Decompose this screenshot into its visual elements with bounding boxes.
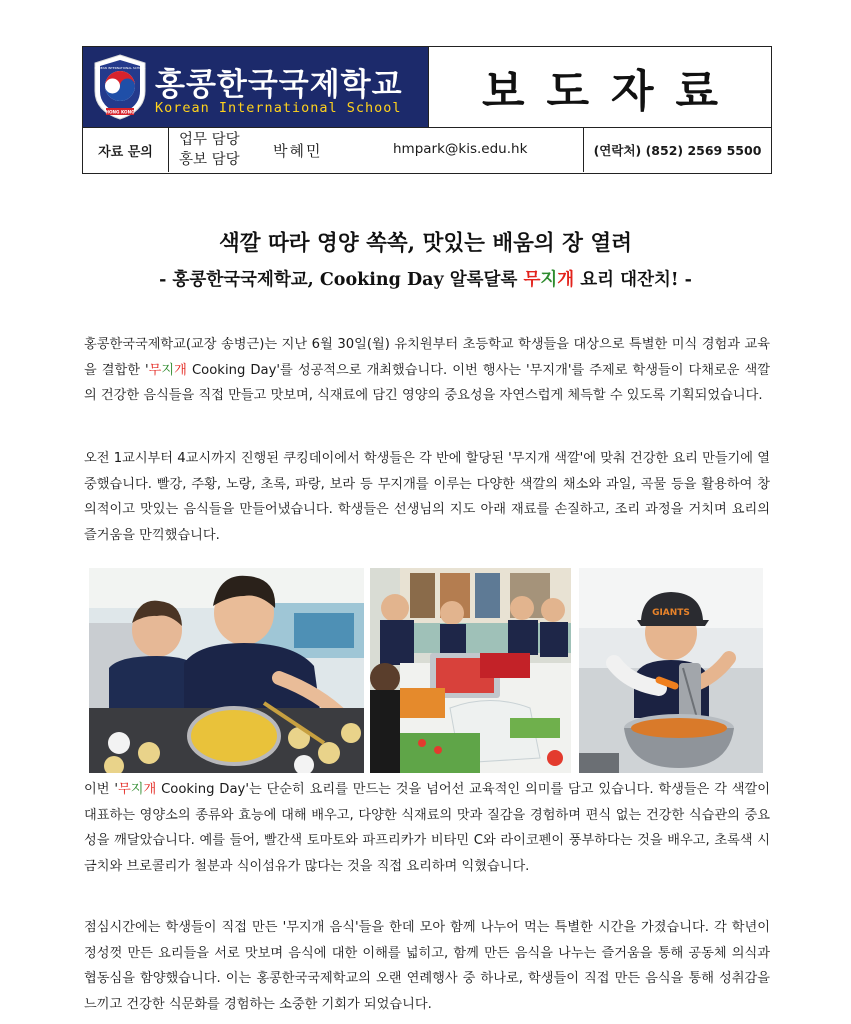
school-logo-banner: [83, 47, 429, 127]
emblem-top-text: KOREAN INTERNATIONAL SCHOOL: [94, 66, 146, 70]
paragraph-intro: [84, 332, 770, 409]
photo-boy-grating: [579, 568, 763, 773]
subheadline-rainbow-2: 지: [540, 270, 558, 290]
subheadline-rainbow-3: 개: [557, 270, 575, 290]
contact-email[interactable]: hmpark@kis.edu.hk: [393, 141, 528, 157]
cap-text: GIANTS: [652, 608, 690, 618]
contact-row: [83, 127, 771, 172]
contact-phone: (연락처) (852) 2569 5500: [583, 128, 771, 172]
p1-text-a: 홍콩한국국제학교(교장 송병근)는 지난 6월 30일(월) 유치원부터 초등학교 학생들을 대상으로 특별한 미식 경험과 교육을 결합한 ': [84, 337, 770, 378]
p3-rainbow-2: 지: [130, 782, 144, 797]
paragraph-activities: 오전 1교시부터 4교시까지 진행된 쿠킹데이에서 학생들은 각 반에 할당된 '무지개 색깔'에 맞춰 건강한 요리 만들기에 열중했습니다. 빨강, 주황, 노랑, 초록, 파랑, 보라 등 무지개를 이루는 다양한 색깔의 채소와 과일, 곡물 등을 활용하여 창의적이고 맛있는 음식들을 만들어냈습니다. 학생들은 선생님의 지도 아래 재료를 손질하고, 조리 과정을 거치며 요리의 즐거움을 만끽했습니다.: [84, 451, 770, 543]
paragraph-lunch: 점심시간에는 학생들이 직접 만든 '무지개 음식'들을 한데 모아 함께 나누어 먹는 특별한 시간을 가졌습니다. 각 학년이 정성껏 만든 요리들을 서로 맛보며 음식에 대한 이해를 넓히고, 함께 만든 음식을 나누는 즐거움을 통해 공동체 의식과 협동심을 함양했습니다. 이는 홍콩한국국제학교의 오랜 연례행사 중 하나로, 학생들이 직접 만든 음식을 통해 성취감을 느끼고 건강한 식문화를 경험하는 소중한 기회가 되었습니다.: [84, 920, 770, 1012]
photo-kids-fruit: [370, 568, 571, 773]
school-name-ko: 홍콩한국국제학교: [155, 67, 403, 103]
contact-roles: [179, 130, 240, 170]
photo-kids-fruit-image: [370, 568, 571, 773]
article-headline: 색깔 따라 영양 쏙쏙, 맛있는 배움의 장 열려: [219, 231, 632, 256]
photo-kids-baking: [89, 568, 364, 773]
subheadline-rainbow-1: 무: [523, 270, 541, 290]
photo-boy-grating-image: [579, 568, 763, 773]
school-name-en-mid: International: [218, 100, 338, 116]
role-work: 업무 담당: [179, 132, 240, 148]
press-release-title: 보도자료: [481, 66, 740, 117]
p1-rainbow-3: 개: [174, 362, 187, 378]
role-pr: 홍보 담당: [179, 152, 240, 168]
p3-text-b: Cooking Day'는 단순히 요리를 만드는 것을 넘어선 교육적인 의미를 담고 있습니다. 학생들은 각 색깔이 대표하는 영양소의 종류와 효능에 대해 배우고, 다양한 식재료의 맛과 질감을 경험하며 편식 없는 건강한 식습관의 중요성을 깨달았습니다. 예를 들어, 빨간색 토마토와 파프리카가 비타민 C와 라이코펜이 풍부하다는 것을 배우고, 초록색 시금치와 브로콜리가 철분과 식이섬유가 많다는 것을 직접 요리하며 익혔습니다.: [84, 782, 771, 874]
p3-rainbow-1: 무: [117, 782, 131, 797]
contact-label: 자료 문의: [83, 128, 169, 172]
p3-text-a: 이번 ': [84, 782, 118, 797]
p1-rainbow-1: 무: [148, 362, 162, 378]
school-name-en-suffix: School: [346, 100, 402, 116]
paragraph-education: [84, 777, 770, 879]
article-subheadline: [0, 266, 851, 291]
subheadline-suffix: 요리 대잔치! -: [574, 270, 692, 290]
photo-kids-baking-image: [89, 568, 364, 773]
school-name-en-prefix: Korean: [155, 100, 210, 116]
press-release-header: [82, 46, 772, 174]
emblem-bottom-text: HONG KONG: [105, 109, 135, 115]
p1-rainbow-2: 지: [161, 362, 175, 378]
school-name-en: [155, 100, 402, 116]
contact-name: 박혜민: [273, 142, 323, 160]
p1-text-b: Cooking Day'를 성공적으로 개최했습니다. 이번 행사는 '무지개'를 주제로 학생들이 다채로운 색깔의 건강한 음식들을 직접 만들고 맛보며, 식재료에 담긴 영양의 중요성을 자연스럽게 체득할 수 있도록 기획되었습니다.: [84, 362, 770, 403]
subheadline-prefix: - 홍콩한국국제학교, Cooking Day 알록달록: [159, 270, 524, 290]
school-emblem-icon: [91, 53, 149, 121]
p3-rainbow-3: 개: [143, 782, 157, 797]
